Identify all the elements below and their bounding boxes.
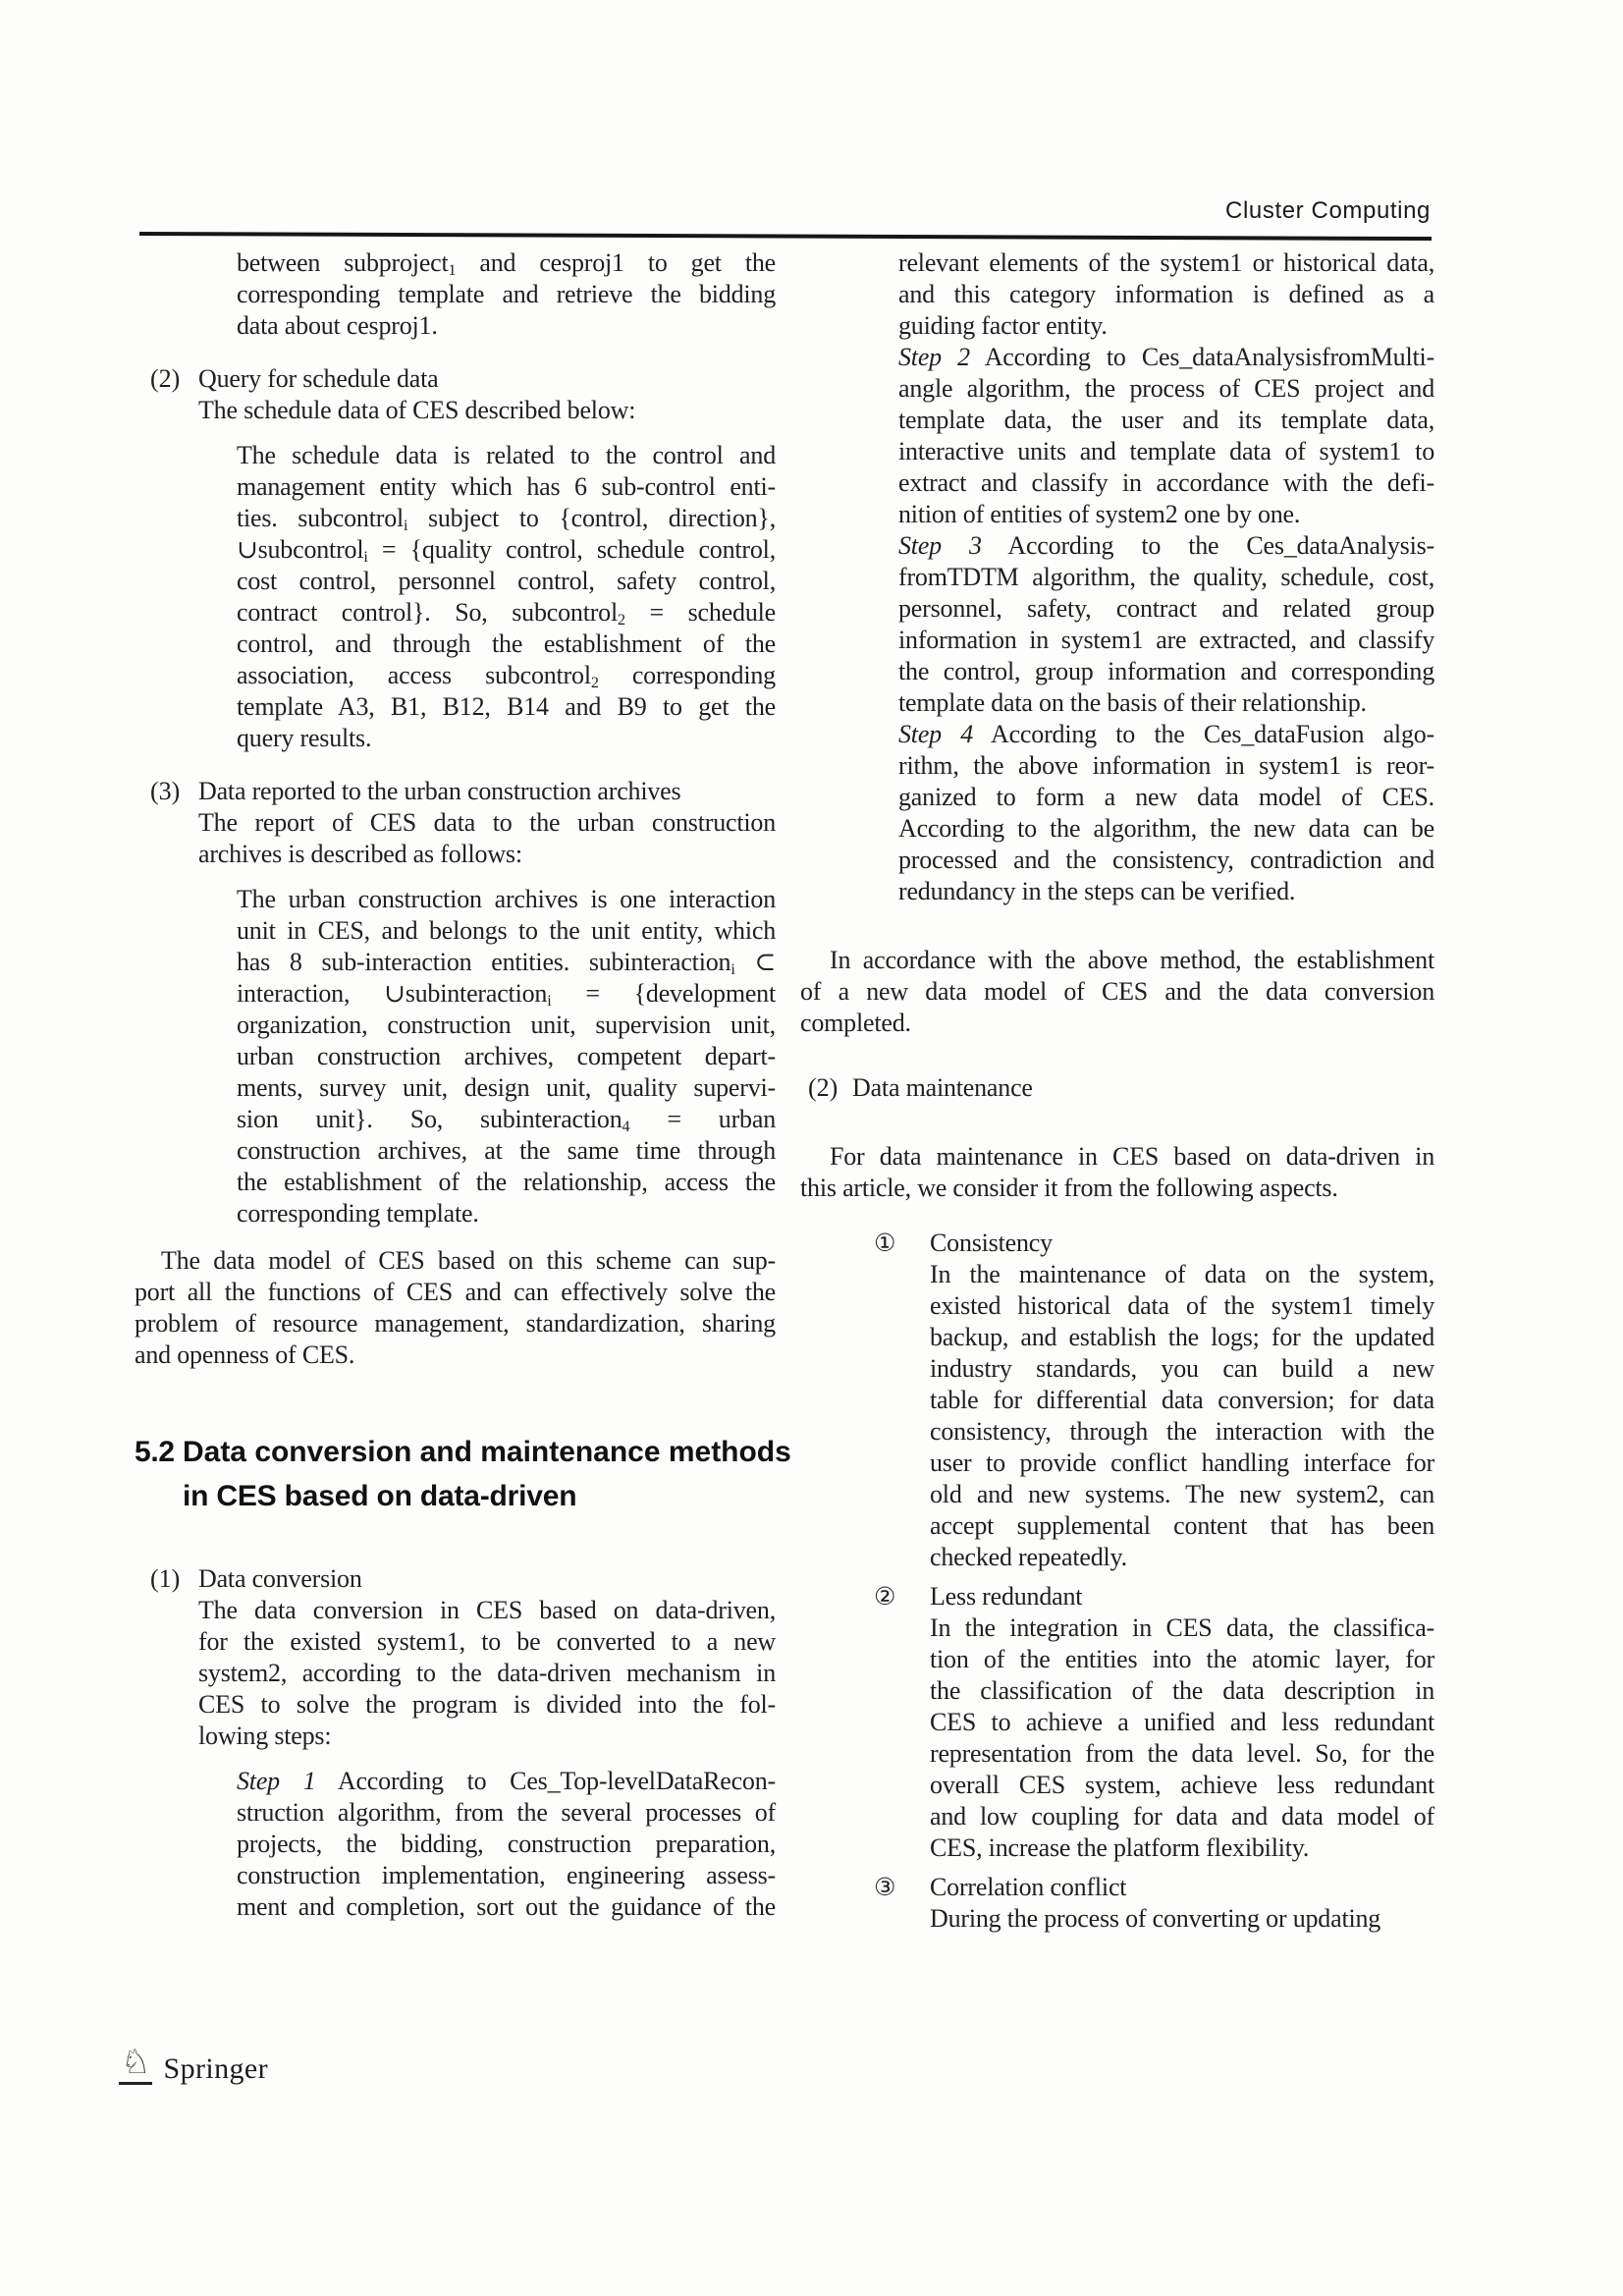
text-line: industry standards, you can build a new xyxy=(930,1354,1434,1383)
text-line: corresponding template. xyxy=(237,1199,479,1228)
text-line: For data maintenance in CES based on data-driven in xyxy=(830,1142,1434,1171)
text-line: template A3, B1, B12, B14 and B9 to get the xyxy=(237,692,776,721)
text-line: The schedule data of CES described below: xyxy=(198,396,636,424)
text-line: Step 3 According to the Ces_dataAnalysis- xyxy=(898,531,1434,560)
text-line: corresponding template and retrieve the bidding xyxy=(237,280,776,308)
text-line: lowing steps: xyxy=(198,1722,332,1750)
text-line: Data conversion xyxy=(198,1564,362,1593)
text-line: of a new data model of CES and the data conversion xyxy=(800,977,1434,1006)
list-item xyxy=(135,363,776,426)
publisher-name: Springer xyxy=(163,2051,268,2085)
paragraph xyxy=(135,1245,776,1371)
text-line: The data model of CES based on this scheme can sup- xyxy=(161,1246,776,1275)
circled-list-item xyxy=(874,1581,1434,1864)
text-line: Consistency xyxy=(930,1229,1053,1257)
text-line: ∪subcontrol$_i$ = {quality control, schedule control, xyxy=(237,535,776,566)
text-line: angle algorithm, the process of CES project and xyxy=(898,374,1434,403)
text-line: template data, the user and its template data, xyxy=(898,406,1434,434)
paragraph xyxy=(800,945,1434,1039)
text-line: Data reported to the urban construction archives xyxy=(198,777,681,805)
text-line: struction algorithm, from the several processes of xyxy=(237,1798,776,1827)
text-line: Step 2 According to Ces_dataAnalysisfromMulti- xyxy=(898,343,1434,371)
text-line: Step 1 According to Ces_Top-levelDataRecon- xyxy=(237,1767,776,1795)
text-line: interactive units and template data of system1 to xyxy=(898,437,1434,465)
text-line: organization, construction unit, supervision unit, xyxy=(237,1011,776,1039)
text-line: the establishment of the relationship, access the xyxy=(237,1168,776,1196)
paragraph xyxy=(800,1141,1434,1204)
text-line: between subproject$_1$ and cesproj1 to get the xyxy=(237,248,776,279)
text-line: projects, the bidding, construction preparation, xyxy=(237,1830,776,1858)
text-line: contract control}. So, subcontrol$_2$ = schedule xyxy=(237,598,776,629)
text-line: table for differential data conversion; for data xyxy=(930,1386,1434,1414)
text-line: information in system1 are extracted, and classify xyxy=(898,626,1434,654)
list-item-body xyxy=(198,776,776,870)
text-line: control, and through the establishment of the xyxy=(237,629,776,658)
text-line: rithm, the above information in system1 is reor- xyxy=(898,751,1434,780)
list-number: (2) xyxy=(150,364,181,393)
text-line: the control, group information and corresponding xyxy=(898,657,1434,685)
text-line: During the process of converting or updating xyxy=(930,1904,1381,1933)
text-line: backup, and establish the logs; for the updated xyxy=(930,1323,1434,1351)
text-line: CES to achieve a unified and less redundant xyxy=(930,1708,1434,1736)
indented-block xyxy=(237,884,776,1230)
text-line: cost control, personnel control, safety control, xyxy=(237,567,776,595)
text-line: nition of entities of system2 one by one. xyxy=(898,500,1301,528)
list-item-body xyxy=(198,1563,776,1752)
text-line: guiding factor entity. xyxy=(898,311,1108,340)
text-line: In accordance with the above method, the establishment xyxy=(830,946,1434,974)
right-column xyxy=(800,247,1434,1935)
text-line: The report of CES data to the urban construction xyxy=(198,808,776,837)
journal-name: Cluster Computing xyxy=(1225,197,1431,224)
text-line: personnel, safety, contract and related group xyxy=(898,594,1434,623)
text-line: accept supplemental content that has been xyxy=(930,1511,1434,1540)
text-line: unit in CES, and belongs to the unit entity, which xyxy=(237,916,776,945)
text-line: construction archives, at the same time through xyxy=(237,1136,776,1165)
text-line: for the existed system1, to be converted to a new xyxy=(198,1627,776,1656)
text-line: management entity which has 6 sub-control enti- xyxy=(237,472,776,501)
left-column xyxy=(135,247,791,1937)
text-line: CES to solve the program is divided into the fol- xyxy=(198,1690,776,1719)
text-line: CES, increase the platform flexibility. xyxy=(930,1833,1310,1862)
text-line: In the integration in CES data, the classifica- xyxy=(930,1613,1434,1642)
text-line: existed historical data of the system1 timely xyxy=(930,1291,1434,1320)
text-line: system2, according to the data-driven mechanism in xyxy=(198,1659,776,1687)
text-line: relevant elements of the system1 or historical data, xyxy=(898,248,1434,277)
text-line: Data conversion and maintenance methods xyxy=(183,1436,791,1468)
list-item xyxy=(800,1072,1434,1104)
text-line: archives is described as follows: xyxy=(198,840,522,868)
text-line: consistency, through the interaction with the xyxy=(930,1417,1434,1446)
text-line: old and new systems. The new system2, can xyxy=(930,1480,1434,1508)
section-heading xyxy=(135,1430,791,1518)
text-line: tion of the entities into the atomic layer, for xyxy=(930,1645,1434,1673)
text-line: and openness of CES. xyxy=(135,1340,355,1369)
text-line: Step 4 According to the Ces_dataFusion algo- xyxy=(898,720,1434,748)
text-line: and this category information is defined as a xyxy=(898,280,1434,308)
text-line: sion unit}. So, subinteraction$_4$ = urban xyxy=(237,1105,776,1135)
circled-list-item xyxy=(874,1872,1434,1935)
text-line: user to provide conflict handling interface for xyxy=(930,1449,1434,1477)
list-item xyxy=(135,776,776,870)
text-line: interaction, ∪subinteraction$_i$ = {development xyxy=(237,979,777,1010)
list-number: (2) xyxy=(808,1073,839,1102)
indented-block xyxy=(237,440,776,754)
section-number: 5.2 xyxy=(135,1436,175,1468)
text-line: data about cesproj1. xyxy=(237,311,438,340)
text-line: urban construction archives, competent depart- xyxy=(237,1042,776,1070)
text-line: representation from the data level. So, for the xyxy=(930,1739,1434,1768)
text-line: checked repeatedly. xyxy=(930,1543,1127,1571)
text-line: The schedule data is related to the control and xyxy=(237,441,776,469)
circled-list-item xyxy=(874,1228,1434,1573)
circled-item-body xyxy=(930,1581,1434,1864)
text-line: processed and the consistency, contradiction and xyxy=(898,846,1434,874)
text-line: association, access subcontrol$_2$ corresponding xyxy=(237,661,776,691)
text-line: ment and completion, sort out the guidance of the xyxy=(237,1892,776,1921)
indented-block xyxy=(898,247,1434,907)
list-item xyxy=(135,1563,776,1752)
text-line: construction implementation, engineering assess- xyxy=(237,1861,776,1889)
text-line: The urban construction archives is one interaction xyxy=(237,885,776,913)
text-line: Less redundant xyxy=(930,1582,1083,1611)
text-line: Correlation conflict xyxy=(930,1873,1127,1901)
text-line: In the maintenance of data on the system, xyxy=(930,1260,1434,1288)
list-item-body xyxy=(852,1072,1434,1104)
text-line: redundancy in the steps can be verified. xyxy=(898,877,1296,905)
circled-number: ③ xyxy=(874,1873,896,1901)
text-line: Query for schedule data xyxy=(198,364,439,393)
text-line: has 8 sub-interaction entities. subinteraction$_i$ ⊂ xyxy=(237,948,777,978)
text-line: ments, survey unit, design unit, quality supervi- xyxy=(237,1073,776,1102)
text-line: According to the algorithm, the new data can be xyxy=(898,814,1434,843)
text-line: this article, we consider it from the following aspects. xyxy=(800,1174,1338,1202)
text-line: Data maintenance xyxy=(852,1073,1033,1102)
text-line: The data conversion in CES based on data-driven, xyxy=(198,1596,776,1624)
list-number: (1) xyxy=(150,1564,181,1593)
text-line: in CES based on data-driven xyxy=(183,1480,577,1512)
springer-knight-icon: ♘ xyxy=(119,2046,152,2085)
indented-block xyxy=(237,247,776,342)
publisher-logo xyxy=(119,2043,268,2085)
text-line: fromTDTM algorithm, the quality, schedule, cost, xyxy=(898,563,1434,591)
header-rule xyxy=(139,232,1432,241)
text-line: the classification of the data description in xyxy=(930,1676,1434,1705)
text-line: port all the functions of CES and can effectively solve the xyxy=(135,1278,776,1306)
indented-block xyxy=(237,1766,776,1923)
section-heading-text xyxy=(183,1430,791,1518)
text-line: ties. subcontrol$_i$ subject to {control, direction}, xyxy=(237,504,776,534)
circled-item-body xyxy=(930,1872,1434,1935)
text-line: problem of resource management, standardization, sharing xyxy=(135,1309,776,1338)
text-line: ganized to form a new data model of CES. xyxy=(898,783,1434,811)
text-line: extract and classify in accordance with the defi- xyxy=(898,468,1434,497)
list-item-body xyxy=(198,363,776,426)
text-line: query results. xyxy=(237,724,372,752)
text-line: completed. xyxy=(800,1009,911,1037)
text-line: template data on the basis of their relationship. xyxy=(898,688,1367,717)
list-number: (3) xyxy=(150,777,181,805)
text-line: overall CES system, achieve less redundant xyxy=(930,1771,1434,1799)
circled-number: ② xyxy=(874,1582,896,1611)
circled-number: ① xyxy=(874,1229,896,1257)
text-line: and low coupling for data and data model of xyxy=(930,1802,1434,1831)
circled-item-body xyxy=(930,1228,1434,1573)
